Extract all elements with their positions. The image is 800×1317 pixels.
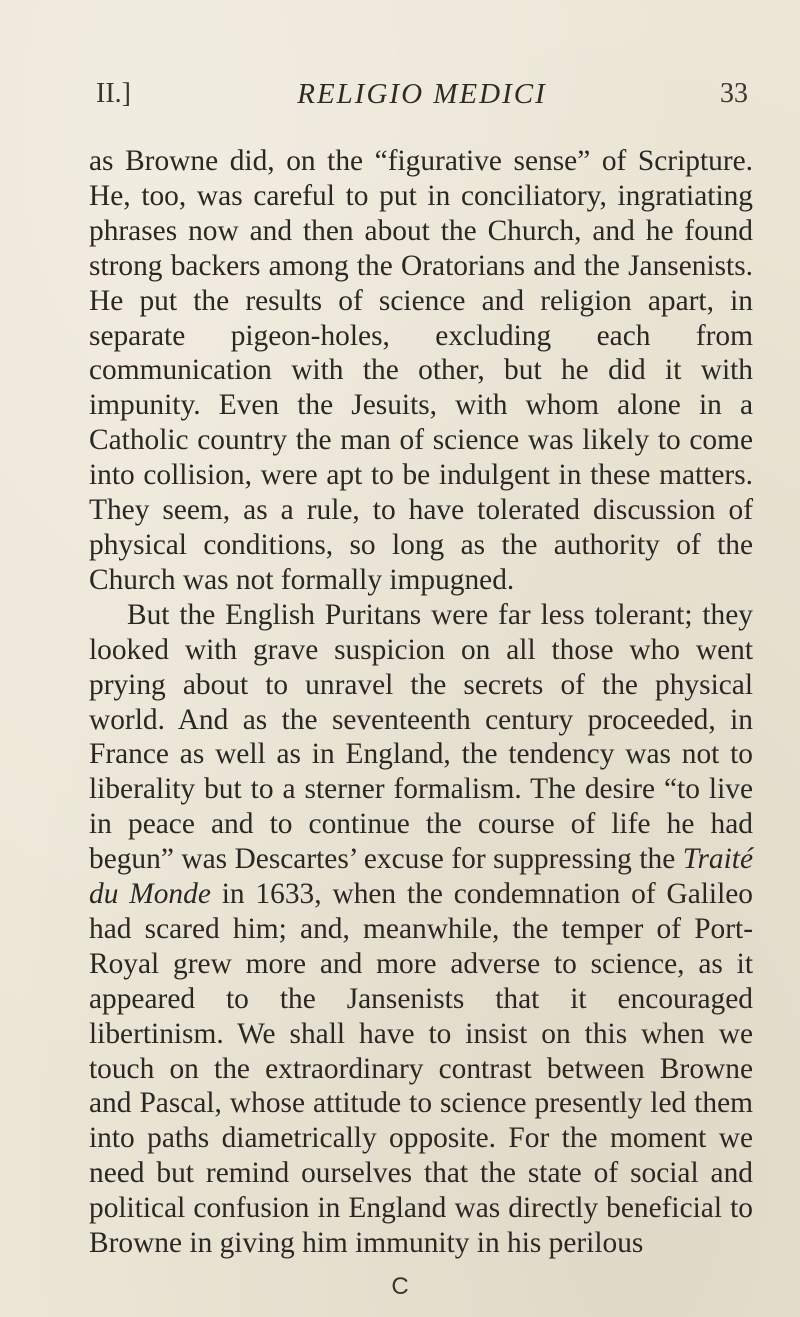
signature-mark: C [391, 1273, 409, 1300]
paragraph-text: as Browne did, on the “figurative sense” of Scripture. He, too, was careful to put in conciliatory, ingratiating phrases now and then about the Church, and he found strong backers among the Oratorians and the Jansenists. He put the results of science and religion apart, in separate pigeon-holes, excluding each from communication with the other, but he did it with impunity. Even the Jesuits, with whom alone in a Catholic country the man of science was likely to come into collision, were apt to be indulgent in these matters. They seem, as a rule, to have tolerated discussion of physical conditions, so long as the authority of the Church was not formally impugned. [89, 145, 753, 596]
page-number: 33 [720, 78, 748, 109]
paragraph-text: in 1633, when the condemnation of Galileo had scared him; and, meanwhile, the temper of Port-Royal grew more and more adverse to science, as it appeared to the Jansenists that it encouraged libertinism. We shall have to insist on this when we touch on the extraordinary contrast between Browne and Pascal, whose attitude to science presently led them into paths diametrically opposite. For the moment we need but remind ourselves that the state of social and political confusion in England was directly beneficial to Browne in giving him immunity in his perilous [89, 878, 753, 1260]
paragraph [89, 598, 753, 1261]
body-text [89, 144, 753, 1261]
running-head [96, 78, 748, 118]
running-title: RELIGIO MEDICI [297, 78, 547, 110]
chapter-number: II.] [96, 78, 131, 109]
italic-title: Traité du Monde [89, 843, 753, 911]
paragraph [89, 144, 753, 598]
paragraph-text: But the English Puritans were far less tolerant; they looked with grave suspicion on all those who went prying about to unravel the secrets of the physical world. And as the seventeenth century proceeded, in France as well as in England, the tendency was not to liberality but to a sterner formalism. The desire “to live in peace and to continue the course of life he had begun” was Descartes’ excuse for suppressing the [89, 598, 753, 876]
